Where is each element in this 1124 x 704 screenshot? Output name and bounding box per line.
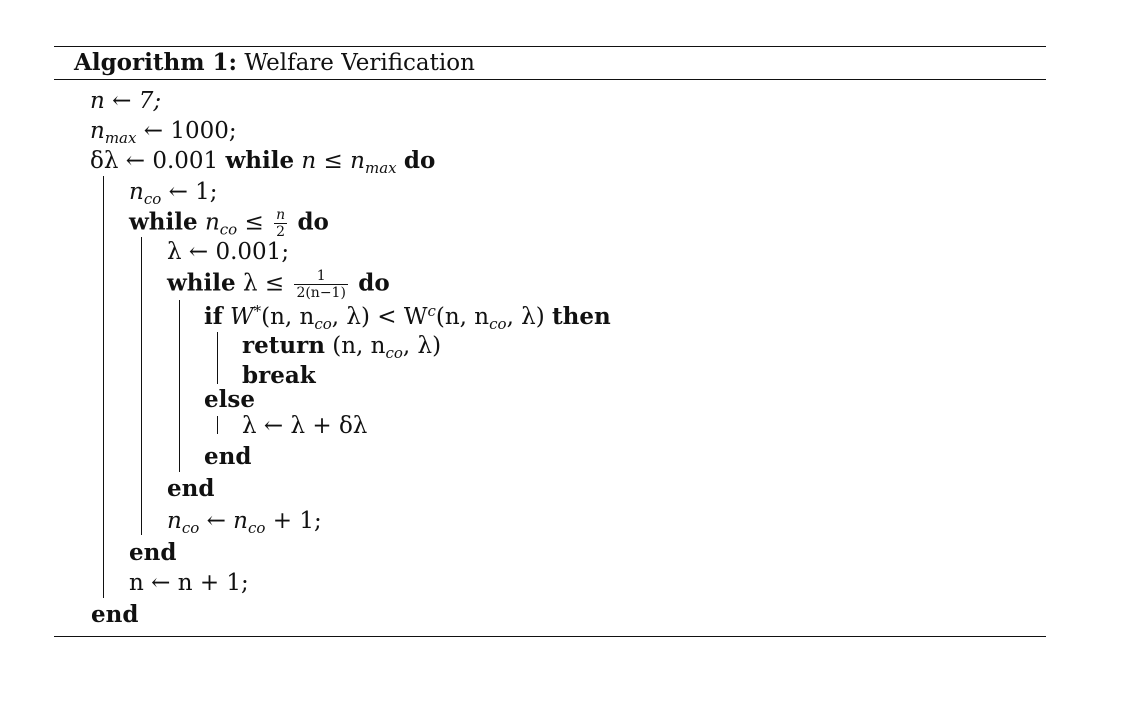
else-block-bar: [217, 416, 218, 434]
line-nmax-init: $n_{max}$ ← 1000;: [90, 118, 237, 147]
lambda-while-block-bar: [179, 300, 180, 472]
line-end-inner-while: end: [129, 539, 177, 566]
line-break: break: [242, 362, 316, 389]
line-if-condition: if W*(n, $n_{co}$, $\lambda) < W^c(n$, $n_{co}$, λ) then: [204, 302, 611, 333]
outer-while-block-bar: [103, 176, 104, 598]
line-n-init: n ← 7;: [90, 88, 162, 114]
line-inner-while: while $n_{co}$ ≤ $\frac{n}{2}$ do: [129, 207, 329, 240]
algorithm-caption: [74, 49, 475, 77]
line-n-increment: n ← n + 1;: [129, 570, 249, 596]
line-end-if: end: [204, 443, 252, 470]
top-rule: [54, 46, 1046, 47]
algorithm-label: Algorithm 1:: [74, 49, 238, 76]
bottom-rule: [54, 636, 1046, 637]
line-nco-init: $n_{co}$ ← 1;: [129, 179, 218, 208]
algorithm-title: Welfare Verification: [244, 50, 475, 76]
fraction-n-over-2: $\frac{n}{2}$: [276, 207, 286, 240]
line-lambda-increment: λ ← λ + δλ: [242, 413, 368, 439]
fraction-one-over-2n-1: $\frac{1}{2(n-1)}$: [296, 268, 346, 301]
line-return: return (n, $n_{co}$, λ): [242, 332, 442, 362]
inner-while-block-bar: [141, 237, 142, 535]
line-nco-increment: $n_{co}$ ← $n_{co} + 1$;: [167, 508, 322, 537]
line-else: else: [204, 386, 255, 413]
line-outer-while: δλ ← 0.001 while $n \le n_{max}$ do: [90, 147, 436, 177]
if-block-bar: [217, 332, 218, 384]
line-lambda-while: while λ ≤ $\frac{1}{2(n-1)}$ do: [167, 268, 390, 301]
line-end-outer-while: end: [91, 601, 139, 628]
line-lambda-init: λ ← 0.001;: [167, 239, 290, 265]
line-end-lambda-while: end: [167, 475, 215, 502]
caption-rule: [54, 79, 1046, 80]
